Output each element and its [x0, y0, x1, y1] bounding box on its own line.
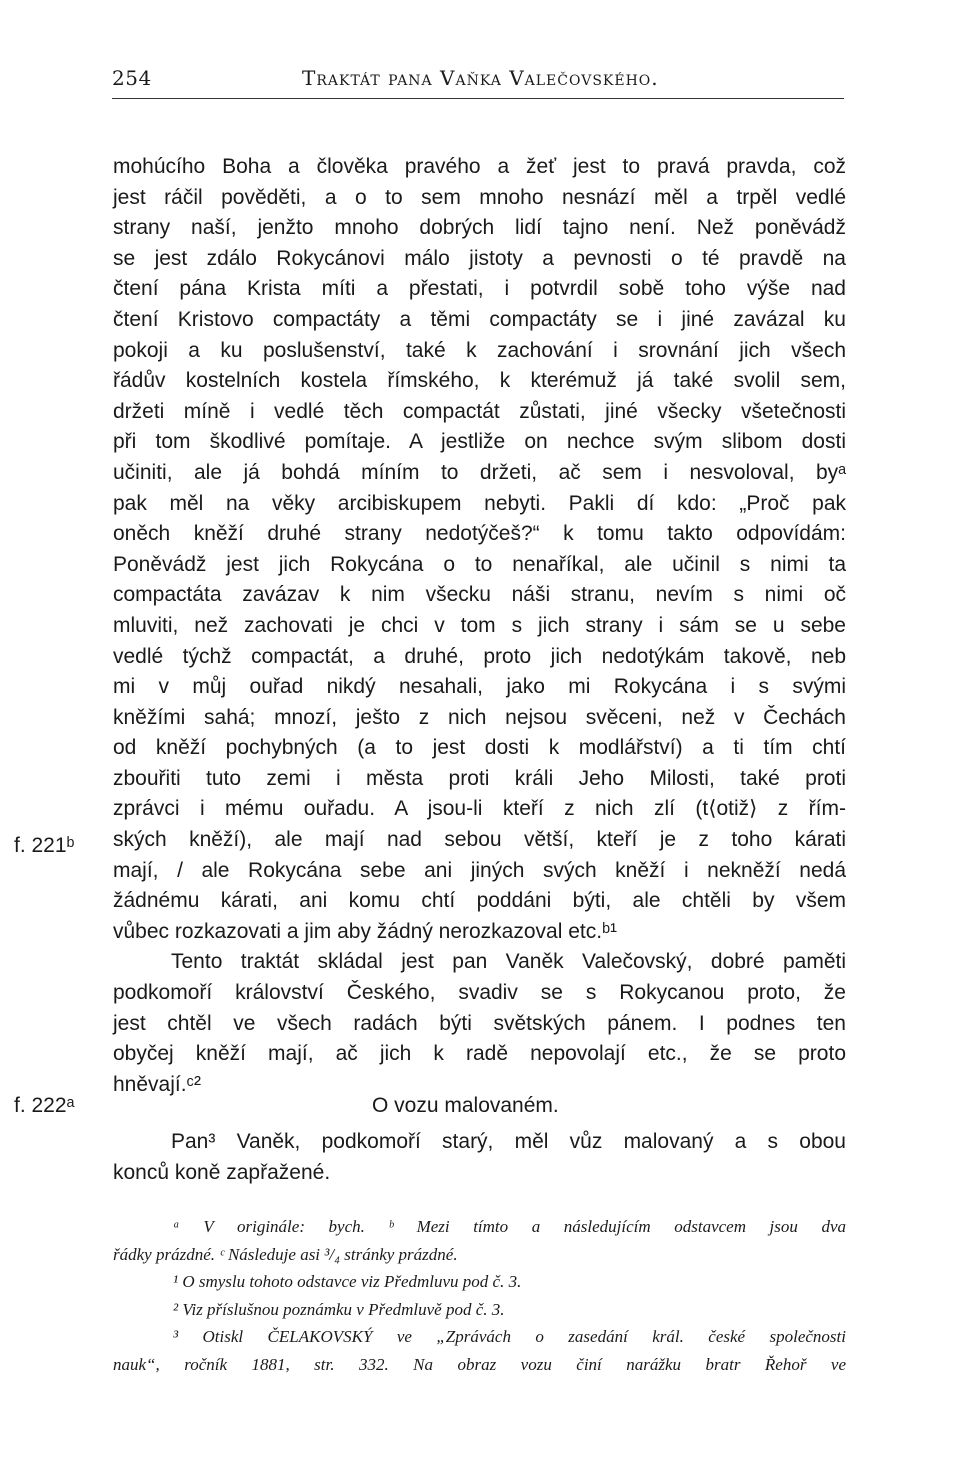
- text-line: řádův kostelních kostela římského, k kterémuž já také svolil sem,: [113, 369, 846, 393]
- section-heading: O vozu malovaném.: [372, 1094, 559, 1117]
- text-line: od kněží pochybných (a to jest dosti k modlářství) a ti tím chtí: [113, 736, 846, 760]
- main-paragraph: [113, 152, 846, 1100]
- footnote-line: ¹ O smyslu tohoto odstavce viz Předmluvu pod č. 3.: [173, 1272, 522, 1291]
- footnote-line: ² Viz příslušnou poznámku v Předmluvě pod č. 3.: [173, 1299, 505, 1319]
- text-line: pak měl na věky arcibiskupem nebyti. Pakli dí kdo: „Proč pak: [113, 491, 846, 515]
- running-title: Traktát pana Vaňka Valečovského.: [302, 66, 659, 90]
- text-line: vedlé týchž compactát, a druhé, proto jich nedotýkám takově, neb: [113, 644, 846, 668]
- footnote-line: ᵃ V originále: bych. ᵇ Mezi tímto a následujícím odstavcem jsou dva: [173, 1217, 846, 1236]
- text-line: čtení pána Krista míti a přestati, i potvrdil sobě toho výše nad: [113, 277, 846, 301]
- footnote-line: ³ Otiskl ČELAKOVSKÝ ve „Zprávách o zasedání král. české společnosti: [173, 1327, 846, 1346]
- text-line: při tom škodlivé pomítaje. A jestliže on nechce svým slibom dosti: [113, 430, 846, 454]
- text-line: compactáta zavázav k nim všecku náši stranu, nevím s nimi oč: [113, 583, 846, 607]
- footnote-line: nauk“, ročník 1881, str. 332. Na obraz vozu činí narážku bratr Řehoř ve: [113, 1354, 846, 1374]
- text-line: mi v můj ouřad nikdý nesahali, jako mi Rokycána i s svými: [113, 675, 846, 699]
- text-line: žádnému kárati, ani komu chtí poddáni býti, ale chtěli by všem: [113, 889, 846, 913]
- text-line: oněch kněží druhé strany nedotýčeš?“ k tomu takto odpovídám:: [113, 522, 846, 546]
- text-line: obyčej kněží mají, ač jich k radě nepovolají etc., že se proto: [113, 1042, 846, 1066]
- folio-marker-221b: f. 221ᵇ: [14, 834, 75, 857]
- text-line: podkomoří království Českého, svadiv se s Rokycanou proto, že: [113, 981, 846, 1005]
- text-line: konců koně zapřažené.: [113, 1160, 331, 1184]
- text-line: jest ráčil pověděti, a o to sem mnoho nesnází měl a trpěl vedlé: [113, 185, 846, 209]
- text-line: mluviti, než zachovati je chci v tom s jich strany i sám se u sebe: [113, 613, 846, 637]
- text-line: čtení Kristovo compactáty a těmi compactáty se i jiné zavázal ku: [113, 307, 846, 331]
- text-line: držeti míně i vedlé těch compactát zůstati, jiné všecky všetečnosti: [113, 399, 846, 423]
- text-line: pokoji a ku poslušenství, také k zachování i srovnání jich všech: [113, 338, 846, 362]
- text-line: ských kněží), ale mají nad sebou větší, kteří je z toho kárati: [113, 828, 846, 852]
- text-line: Poněvádž jest jich Rokycána o to nenaříkal, ale učinil s nimi ta: [113, 552, 846, 576]
- text-line: Pan³ Vaněk, podkomoří starý, měl vůz malovaný a s obou: [171, 1130, 846, 1153]
- text-line: jest chtěl ve všech radách býti světských pánem. I podnes ten: [113, 1011, 846, 1035]
- text-line: hněvají.ᶜ²: [113, 1072, 201, 1096]
- page-number: 254: [112, 66, 152, 90]
- footnotes: [113, 1213, 846, 1378]
- header-rule: [112, 98, 844, 99]
- text-line: učiniti, ale já bohdá míním to držeti, ač sem i nesvoloval, byᵃ: [113, 460, 846, 484]
- text-line: zbouřiti tuto zemi i města proti králi Jeho Milosti, také proti: [113, 766, 846, 790]
- text-line: vůbec rozkazovati a jim aby žádný nerozkazoval etc.ᵇ¹: [113, 919, 617, 943]
- folio-marker-222a: f. 222ᵃ: [14, 1094, 75, 1117]
- text-line: se jest zdálo Rokycánovi málo jistoty a pevnosti o té pravdě na: [113, 246, 846, 270]
- section-paragraph: [113, 1127, 846, 1188]
- text-line: zprávci i mému ouřadu. A jsou-li kteří z nich zlí (t⟨otiž⟩ z řím-: [113, 797, 846, 821]
- text-line: mohúcího Boha a člověka pravého a žeť jest to pravá pravda, což: [113, 155, 846, 178]
- running-header: [112, 66, 844, 96]
- footnote-line: řádky prázdné. ᶜ Následuje asi ³/₄ stránky prázdné.: [113, 1244, 458, 1264]
- text-line: Tento traktát skládal jest pan Vaněk Valečovský, dobré paměti: [171, 950, 846, 974]
- text-line: strany naší, jenžto mnoho dobrých lidí tajno není. Než poněvádž: [113, 216, 846, 240]
- text-line: mají, / ale Rokycána sebe ani jiných svých kněží i nekněží nedá: [113, 858, 846, 882]
- text-line: kněžími sahá; mnozí, ješto z nich nejsou svěceni, než v Čechách: [113, 705, 846, 729]
